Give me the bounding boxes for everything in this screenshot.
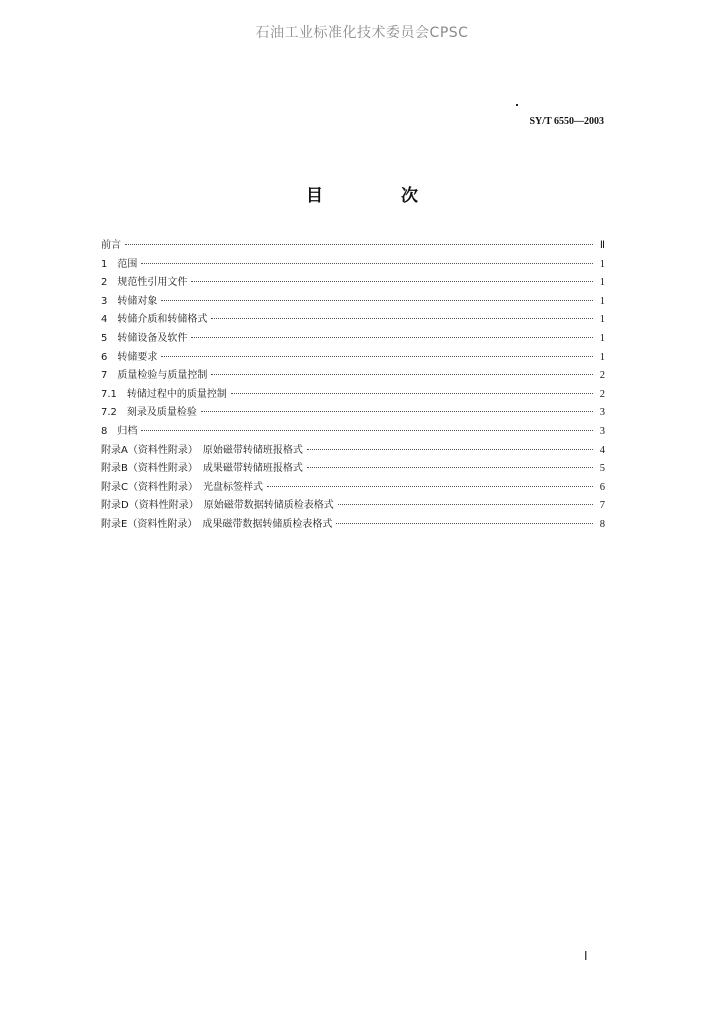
toc-entry-1[interactable] xyxy=(101,256,605,275)
toc-entry-page: 5 xyxy=(599,463,605,475)
toc-entry-7-2[interactable] xyxy=(101,404,605,423)
dot-leader xyxy=(336,523,593,524)
toc-entry-label: 附录E（资料性附录） 成果磁带数据转储质检表格式 xyxy=(101,518,333,530)
page-number: Ⅰ xyxy=(584,949,588,963)
toc-entry-page: Ⅱ xyxy=(599,240,605,251)
toc-entry-7[interactable] xyxy=(101,367,605,386)
toc-entry-label: 附录B（资料性附录） 成果磁带转储班报格式 xyxy=(101,463,303,475)
document-code: SY/T 6550—2003 xyxy=(529,116,604,127)
dot-leader xyxy=(191,281,593,282)
toc-entry-label: 附录C（资料性附录） 光盘标签样式 xyxy=(101,481,263,493)
toc-entry-page: 7 xyxy=(599,500,605,512)
dot-leader xyxy=(141,263,593,264)
toc-entry-appendix-a[interactable] xyxy=(101,442,605,461)
dot-leader xyxy=(267,486,593,487)
dot-leader xyxy=(231,393,593,394)
toc-entry-label: 7 质量检验与质量控制 xyxy=(101,370,208,382)
toc-entry-7-1[interactable] xyxy=(101,386,605,405)
toc-title: 目 次 xyxy=(306,186,454,206)
table-of-contents xyxy=(101,237,605,535)
toc-entry-2[interactable] xyxy=(101,274,605,293)
toc-entry-page: 2 xyxy=(599,370,605,382)
toc-entry-label: 3 转储对象 xyxy=(101,295,158,307)
toc-entry-page: 6 xyxy=(599,481,605,493)
toc-entry-label: 5 转储设备及软件 xyxy=(101,332,188,344)
dot-leader xyxy=(211,318,593,319)
toc-entry-3[interactable] xyxy=(101,293,605,312)
toc-entry-label: 附录D（资料性附录） 原始磁带数据转储质检表格式 xyxy=(101,500,334,512)
toc-entry-page: 1 xyxy=(599,332,605,344)
toc-entry-label: 2 规范性引用文件 xyxy=(101,277,188,289)
toc-entry-appendix-e[interactable] xyxy=(101,516,605,535)
toc-entry-page: 2 xyxy=(599,388,605,400)
dot-leader xyxy=(211,374,593,375)
toc-entry-6[interactable] xyxy=(101,349,605,368)
toc-entry-label: 7.2 刻录及质量检验 xyxy=(101,407,197,419)
dot-leader xyxy=(141,430,593,431)
dot-leader xyxy=(338,504,593,505)
toc-entry-page: 1 xyxy=(599,295,605,307)
dot-leader xyxy=(307,449,593,450)
dot-leader xyxy=(191,337,593,338)
toc-entry-label: 8 归档 xyxy=(101,425,138,437)
toc-entry-page: 1 xyxy=(599,258,605,270)
toc-entry-5[interactable] xyxy=(101,330,605,349)
toc-entry-appendix-b[interactable] xyxy=(101,460,605,479)
toc-entry-page: 3 xyxy=(599,425,605,437)
toc-entry-page: 3 xyxy=(599,407,605,419)
header-watermark: 石油工业标准化技术委员会CPSC xyxy=(255,25,469,41)
dot-leader xyxy=(161,300,593,301)
toc-entry-label: 1 范围 xyxy=(101,258,138,270)
toc-entry-8[interactable] xyxy=(101,423,605,442)
toc-entry-page: 1 xyxy=(599,314,605,326)
toc-entry-4[interactable] xyxy=(101,311,605,330)
toc-entry-label: 7.1 转储过程中的质量控制 xyxy=(101,388,227,400)
dot-leader xyxy=(201,411,593,412)
toc-entry-appendix-c[interactable] xyxy=(101,479,605,498)
dot-leader xyxy=(125,244,593,245)
toc-entry-page: 1 xyxy=(599,351,605,363)
toc-entry-page: 8 xyxy=(599,518,605,530)
toc-entry-appendix-d[interactable] xyxy=(101,497,605,516)
toc-entry-label: 4 转储介质和转储格式 xyxy=(101,314,208,326)
dot-mark xyxy=(516,104,518,106)
toc-entry-page: 1 xyxy=(599,277,605,289)
toc-entry-page: 4 xyxy=(599,444,605,456)
toc-entry-foreword[interactable] xyxy=(101,237,605,256)
toc-entry-label: 6 转储要求 xyxy=(101,351,158,363)
dot-leader xyxy=(307,467,593,468)
toc-entry-label: 附录A（资料性附录） 原始磁带转储班报格式 xyxy=(101,444,303,456)
dot-leader xyxy=(161,356,593,357)
toc-entry-label: 前言 xyxy=(101,240,121,251)
